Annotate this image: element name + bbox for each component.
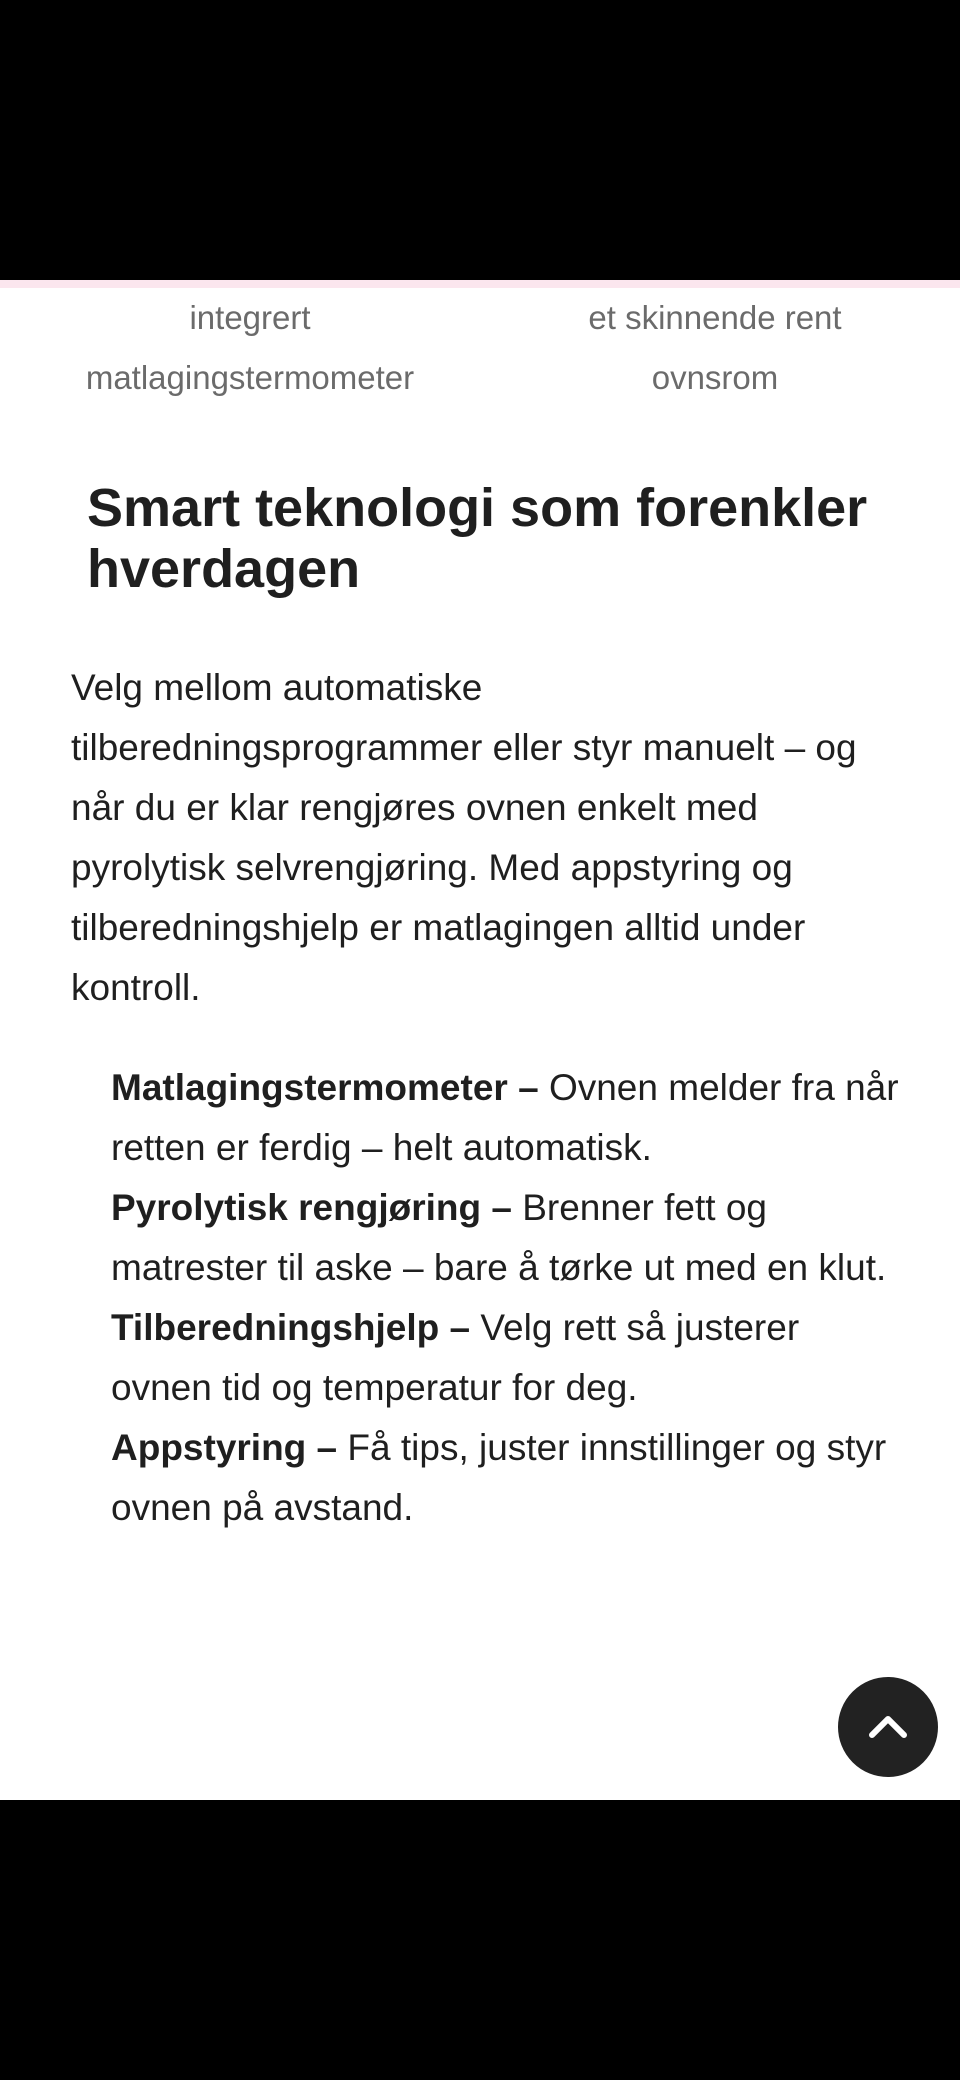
feature-caption-clean-oven [495,288,935,408]
list-item [111,1298,901,1418]
list-item-text: Brenner fett og matrester til aske – bare å tørke ut med en klut. [111,1187,887,1288]
top-black-bar [0,0,960,280]
bottom-black-bar [0,1800,960,2080]
feature-list [111,1058,901,1538]
list-item-term: Pyrolytisk rengjøring – [111,1187,512,1228]
list-item-term: Appstyring – [111,1427,338,1468]
scroll-to-top-button[interactable] [836,1675,940,1779]
header-divider [0,280,960,288]
list-item-text: Ovnen melder fra når retten er ferdig – helt automatisk. [111,1067,899,1168]
caption-line: matlagingstermometer [85,359,415,396]
caption-line: ovnsrom [651,359,779,396]
list-item [111,1418,901,1538]
caption-line: integrert [189,299,311,336]
list-item [111,1058,901,1178]
page-content [0,288,960,1800]
feature-caption-thermometer [30,288,470,408]
list-item-term: Matlagingstermometer – [111,1067,539,1108]
list-item-text: Velg rett så justerer ovnen tid og temperatur for deg. [111,1307,800,1408]
list-item-text: Få tips, juster innstillinger og styr ovnen på avstand. [111,1427,887,1528]
list-item [111,1178,901,1298]
section-intro: Velg mellom automatiske tilberedningsprogrammer eller styr manuelt – og når du er klar rengjøres ovnen enkelt med pyrolytisk selvrengjøring. Med appstyring og tilberedningshjelp er matlagingen alltid under kontroll. [71,667,857,1008]
section-title: Smart teknologi som forenkler hverdagen [87,478,868,599]
caption-line: et skinnende rent [588,299,842,336]
chevron-up-icon [864,1703,912,1751]
list-item-term: Tilberedningshjelp – [111,1307,471,1348]
feature-captions [0,288,960,398]
